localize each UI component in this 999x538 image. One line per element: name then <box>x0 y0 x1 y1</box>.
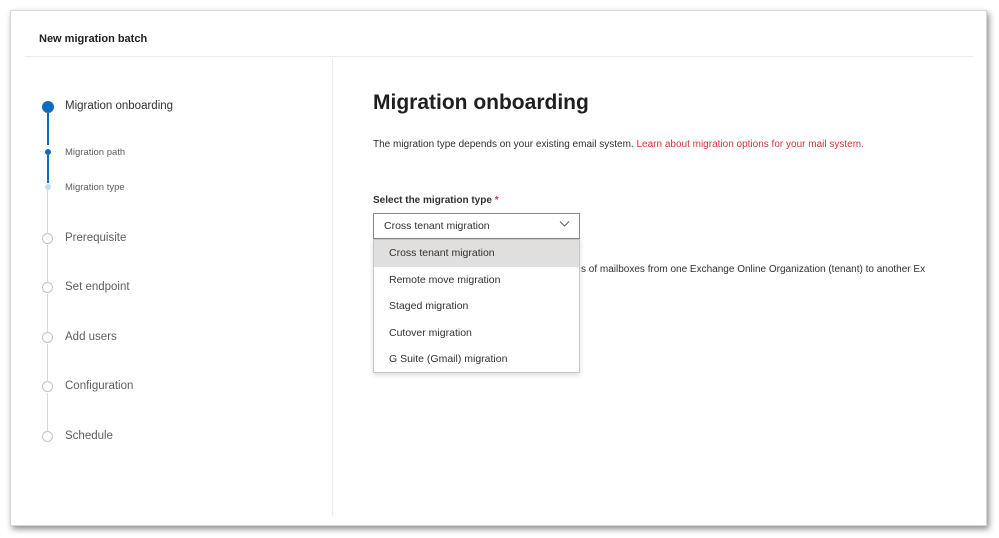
pending-line <box>47 294 48 332</box>
pending-line <box>47 393 48 431</box>
substep-indicator-done <box>45 149 51 155</box>
step-indicator-pending <box>42 381 53 392</box>
migration-description <box>373 139 864 150</box>
option-label: Remote move migration <box>389 274 501 286</box>
pending-line <box>47 190 48 235</box>
step-migration-onboarding[interactable]: Migration onboarding <box>65 100 174 112</box>
option-label: Cutover migration <box>389 327 472 339</box>
step-indicator-current <box>42 101 54 113</box>
migration-panel <box>10 10 987 526</box>
option-cross-tenant-migration[interactable] <box>374 240 579 267</box>
page-title: Migration onboarding <box>373 91 589 114</box>
substep-migration-type[interactable]: Migration type <box>65 182 125 193</box>
pending-line <box>47 344 48 381</box>
step-prerequisite[interactable]: Prerequisite <box>65 232 127 244</box>
step-set-endpoint[interactable]: Set endpoint <box>65 281 130 293</box>
panel-header <box>25 11 973 57</box>
progress-line <box>47 113 49 145</box>
panel-title: New migration batch <box>39 33 148 45</box>
migration-type-options-list <box>373 239 580 373</box>
learn-migration-options-link[interactable]: Learn about migration options for your mail system. <box>636 139 864 150</box>
chevron-down-icon <box>559 218 570 232</box>
option-label: Staged migration <box>389 300 469 312</box>
migration-type-description: s of mailboxes from one Exchange Online Organization (tenant) to another Ex <box>581 264 926 275</box>
migration-type-dropdown[interactable] <box>373 213 580 239</box>
step-indicator-pending <box>42 332 53 343</box>
substep-indicator-current <box>45 184 51 190</box>
step-configuration[interactable]: Configuration <box>65 380 134 392</box>
step-indicator-pending <box>42 233 53 244</box>
substep-migration-path[interactable]: Migration path <box>65 147 126 158</box>
progress-line <box>47 155 49 183</box>
option-cutover-migration[interactable] <box>374 320 579 347</box>
option-remote-move-migration[interactable] <box>374 267 579 294</box>
step-indicator-pending <box>42 282 53 293</box>
option-gsuite-migration[interactable] <box>374 346 579 373</box>
required-indicator: * <box>494 195 499 206</box>
migration-type-selected-value: Cross tenant migration <box>384 220 490 232</box>
migration-type-label <box>373 195 499 206</box>
step-add-users[interactable]: Add users <box>65 331 117 343</box>
pending-line <box>47 245 48 282</box>
step-schedule[interactable]: Schedule <box>65 430 113 442</box>
migration-type-label-text: Select the migration type <box>373 195 492 206</box>
option-staged-migration[interactable] <box>374 293 579 320</box>
option-label: G Suite (Gmail) migration <box>389 353 508 365</box>
panel-divider <box>332 58 333 516</box>
step-indicator-pending <box>42 431 53 442</box>
description-text: The migration type depends on your existing email system. <box>373 139 634 150</box>
option-label: Cross tenant migration <box>389 247 495 259</box>
